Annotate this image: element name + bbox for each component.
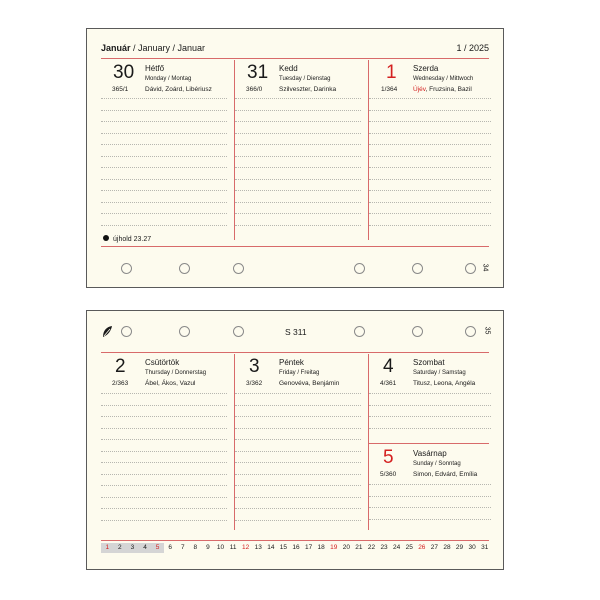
note-line xyxy=(235,133,361,134)
note-line xyxy=(235,439,361,440)
note-line xyxy=(369,167,491,168)
note-line xyxy=(101,213,227,214)
note-line xyxy=(101,520,227,521)
binder-hole xyxy=(465,326,476,337)
note-line xyxy=(235,144,361,145)
strip-day: 26 xyxy=(418,544,426,551)
note-line xyxy=(369,144,491,145)
strip-day: 23 xyxy=(380,544,388,551)
day-of-year: 365/1 xyxy=(112,86,129,93)
name-days: Szilveszter, Darinka xyxy=(279,86,337,93)
note-line xyxy=(235,156,361,157)
note-line xyxy=(369,121,491,122)
note-line xyxy=(369,190,491,191)
weekend-divider xyxy=(369,443,489,444)
day-name-translation: Thursday / Donnerstag xyxy=(145,370,207,376)
binder-hole xyxy=(121,263,132,274)
day-of-year: 2/363 xyxy=(112,380,129,387)
note-line xyxy=(235,462,361,463)
day-column-4 xyxy=(369,445,495,530)
holiday-name: Újév xyxy=(413,86,426,93)
binder-hole xyxy=(179,326,190,337)
note-line xyxy=(101,474,227,475)
leaf-logo-icon xyxy=(101,325,113,339)
day-column-2 xyxy=(235,354,361,530)
note-line xyxy=(101,428,227,429)
strip-day: 9 xyxy=(206,544,210,551)
strip-day: 20 xyxy=(342,544,350,551)
note-line xyxy=(235,110,361,111)
strip-day: 10 xyxy=(216,544,225,551)
day-name-translation: Saturday / Samstag xyxy=(413,370,466,376)
strip-day: 25 xyxy=(405,544,413,551)
day-of-year: 1/364 xyxy=(381,86,398,93)
strip-day: 19 xyxy=(330,544,338,551)
day-name: Szombat xyxy=(413,358,445,367)
strip-day: 8 xyxy=(193,544,198,551)
binder-hole xyxy=(465,263,476,274)
new-moon-icon xyxy=(103,235,109,241)
planner-page-top xyxy=(86,28,504,288)
note-line xyxy=(235,428,361,429)
day-number: 4 xyxy=(383,356,394,377)
note-line xyxy=(369,225,491,226)
note-line xyxy=(101,98,227,99)
note-line xyxy=(101,133,227,134)
day-name: Vasárnap xyxy=(413,449,447,458)
note-line xyxy=(101,497,227,498)
note-line xyxy=(369,484,491,485)
note-line xyxy=(235,405,361,406)
note-line xyxy=(235,485,361,486)
note-line xyxy=(369,202,491,203)
strip-day: 21 xyxy=(355,544,363,551)
note-line xyxy=(101,439,227,440)
strip-day: 12 xyxy=(242,544,250,551)
note-line xyxy=(101,121,227,122)
note-line xyxy=(101,144,227,145)
note-line xyxy=(101,225,227,226)
strip-day: 22 xyxy=(367,544,376,551)
note-line xyxy=(101,393,227,394)
binder-hole xyxy=(412,326,423,337)
strip-day: 5 xyxy=(151,543,164,553)
note-line xyxy=(101,110,227,111)
note-line xyxy=(101,405,227,406)
note-line xyxy=(235,167,361,168)
note-line xyxy=(369,393,491,394)
note-line xyxy=(369,405,491,406)
binder-hole xyxy=(179,263,190,274)
day-of-year: 5/360 xyxy=(380,471,397,478)
strip-day: 31 xyxy=(481,544,489,551)
note-line xyxy=(101,179,227,180)
strip-day: 16 xyxy=(292,544,300,551)
note-line xyxy=(101,190,227,191)
note-line xyxy=(369,133,491,134)
note-line xyxy=(369,98,491,99)
note-line xyxy=(101,485,227,486)
strip-day: 11 xyxy=(229,544,237,551)
note-line xyxy=(369,156,491,157)
day-of-year: 4/361 xyxy=(380,380,397,387)
day-number: 30 xyxy=(113,62,135,83)
footer-divider xyxy=(101,246,489,247)
footer-divider xyxy=(101,540,489,541)
note-line xyxy=(235,416,361,417)
note-line xyxy=(235,393,361,394)
note-line xyxy=(235,213,361,214)
note-line xyxy=(369,519,491,520)
header-divider xyxy=(101,58,489,59)
note-line xyxy=(101,451,227,452)
note-line xyxy=(235,497,361,498)
month-strip xyxy=(101,543,489,553)
day-name-translation: Tuesday / Dienstag xyxy=(279,76,331,82)
month-name: Január xyxy=(101,43,131,53)
name-days xyxy=(413,86,472,94)
note-line xyxy=(235,225,361,226)
name-days: Simon, Edvárd, Emília xyxy=(413,471,478,478)
day-number: 1 xyxy=(386,62,397,83)
note-line xyxy=(369,496,491,497)
day-name-translation: Sunday / Sonntag xyxy=(413,461,461,467)
binder-hole xyxy=(354,263,365,274)
day-name: Szerda xyxy=(413,64,439,73)
note-line xyxy=(369,507,491,508)
binder-hole xyxy=(412,263,423,274)
day-number: 2 xyxy=(115,356,126,377)
note-line xyxy=(369,428,491,429)
strip-day: 1 xyxy=(101,543,114,553)
note-line xyxy=(235,179,361,180)
strip-day: 24 xyxy=(393,544,401,551)
note-line xyxy=(235,202,361,203)
strip-day: 15 xyxy=(279,544,288,551)
day-name: Csütörtök xyxy=(145,358,180,367)
day-column-3 xyxy=(369,354,495,442)
note-line xyxy=(235,474,361,475)
note-line xyxy=(235,98,361,99)
strip-day: 27 xyxy=(430,544,438,551)
day-number: 5 xyxy=(383,447,394,468)
planner-page-bottom xyxy=(86,310,504,570)
name-days: Genovéva, Benjámin xyxy=(279,380,340,387)
note-line xyxy=(235,451,361,452)
binder-hole xyxy=(354,326,365,337)
strip-day: 13 xyxy=(254,544,262,551)
note-line xyxy=(369,110,491,111)
name-days: Dávid, Zoárd, Libériusz xyxy=(145,86,212,93)
note-line xyxy=(101,508,227,509)
note-line xyxy=(101,202,227,203)
strip-day: 28 xyxy=(443,544,451,551)
binder-hole xyxy=(121,326,132,337)
moon-phase-text: újhold 23.27 xyxy=(113,236,152,243)
note-line xyxy=(235,508,361,509)
strip-day: 7 xyxy=(180,544,185,551)
note-line xyxy=(101,416,227,417)
day-name-translation: Friday / Freitag xyxy=(279,370,320,376)
note-line xyxy=(101,462,227,463)
moon-phase xyxy=(103,235,151,244)
note-line xyxy=(369,179,491,180)
page-number: 34 xyxy=(481,263,489,272)
name-days: Titusz, Leona, Angéla xyxy=(413,380,476,387)
day-number: 3 xyxy=(249,356,260,377)
page-date: 1 / 2025 xyxy=(456,43,489,53)
strip-day: 18 xyxy=(317,544,325,551)
binder-hole xyxy=(233,326,244,337)
note-line xyxy=(369,416,491,417)
note-line xyxy=(369,213,491,214)
month-name-translations: / January / Januar xyxy=(130,43,206,53)
day-name-translation: Monday / Montag xyxy=(145,76,192,82)
day-number: 31 xyxy=(247,62,269,83)
name-days-rest: , Fruzsina, Bazil xyxy=(425,86,472,93)
day-name: Péntek xyxy=(279,358,304,367)
day-name: Hétfő xyxy=(145,64,165,73)
page-number: 35 xyxy=(483,326,491,335)
strip-day: 2 xyxy=(114,543,127,553)
day-name: Kedd xyxy=(279,64,298,73)
day-of-year: 366/0 xyxy=(246,86,263,93)
note-line xyxy=(235,190,361,191)
strip-day: 29 xyxy=(455,544,464,551)
strip-day: 14 xyxy=(267,544,275,551)
month-header xyxy=(101,43,489,57)
name-days: Ábel, Ákos, Vazul xyxy=(145,380,196,387)
note-line xyxy=(235,520,361,521)
strip-day: 30 xyxy=(468,544,476,551)
header-divider xyxy=(101,352,489,353)
strip-day: 17 xyxy=(304,544,313,551)
note-line xyxy=(101,167,227,168)
day-of-year: 3/362 xyxy=(246,380,263,387)
strip-day: 6 xyxy=(168,544,172,551)
note-line xyxy=(235,121,361,122)
strip-day: 4 xyxy=(139,543,152,553)
strip-day: 3 xyxy=(126,543,139,553)
week-label: S 311 xyxy=(285,327,307,337)
binder-hole xyxy=(233,263,244,274)
note-line xyxy=(101,156,227,157)
day-name-translation: Wednesday / Mittwoch xyxy=(413,76,474,82)
day-column-1 xyxy=(101,354,227,530)
